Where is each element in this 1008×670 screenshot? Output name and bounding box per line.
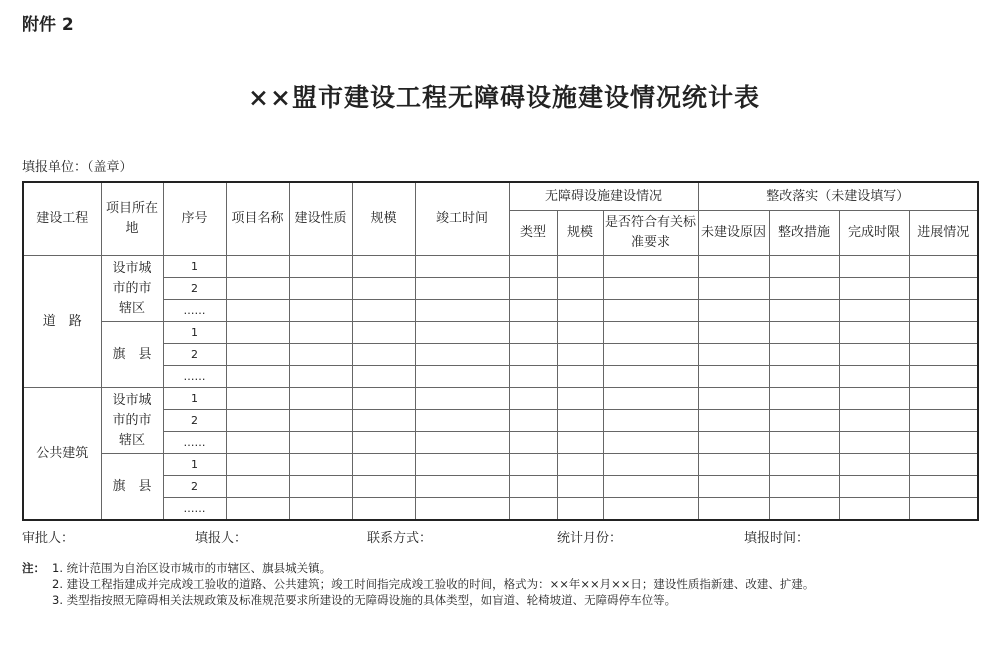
header-facility-scale: 规模: [557, 211, 603, 256]
empty-cell[interactable]: [769, 322, 839, 344]
statistics-table: [22, 181, 979, 521]
month-label: 统计月份：: [557, 531, 623, 546]
empty-cell[interactable]: [509, 366, 557, 388]
empty-cell[interactable]: [839, 256, 909, 278]
table-row: [23, 322, 978, 344]
empty-cell[interactable]: [557, 366, 603, 388]
empty-cell[interactable]: [769, 454, 839, 476]
empty-cell[interactable]: [226, 256, 289, 278]
empty-cell[interactable]: [769, 498, 839, 521]
header-facility-group: 无障碍设施建设情况: [509, 182, 698, 211]
empty-cell[interactable]: [909, 476, 978, 498]
empty-cell[interactable]: [909, 256, 978, 278]
empty-cell[interactable]: [909, 388, 978, 410]
empty-cell[interactable]: [603, 454, 698, 476]
empty-cell[interactable]: [909, 432, 978, 454]
empty-cell[interactable]: [352, 454, 415, 476]
header-measures: 整改措施: [769, 211, 839, 256]
header-seq: 序号: [163, 182, 226, 256]
empty-cell[interactable]: [769, 344, 839, 366]
empty-cell[interactable]: [698, 454, 769, 476]
empty-cell[interactable]: [289, 322, 352, 344]
empty-cell[interactable]: [289, 300, 352, 322]
empty-cell[interactable]: [698, 366, 769, 388]
empty-cell[interactable]: [769, 256, 839, 278]
empty-cell[interactable]: [557, 256, 603, 278]
empty-cell[interactable]: [509, 454, 557, 476]
location-line: 设市城: [112, 260, 152, 276]
empty-cell[interactable]: [289, 432, 352, 454]
empty-cell[interactable]: [289, 256, 352, 278]
empty-cell[interactable]: [289, 410, 352, 432]
empty-cell[interactable]: [557, 476, 603, 498]
empty-cell[interactable]: [509, 256, 557, 278]
table-row: [23, 410, 978, 432]
empty-cell[interactable]: [839, 388, 909, 410]
empty-cell[interactable]: [557, 498, 603, 521]
empty-cell[interactable]: [769, 366, 839, 388]
empty-cell[interactable]: [909, 322, 978, 344]
empty-cell[interactable]: [289, 498, 352, 521]
empty-cell[interactable]: [839, 498, 909, 521]
empty-cell[interactable]: [352, 476, 415, 498]
empty-cell[interactable]: [603, 432, 698, 454]
empty-cell[interactable]: [289, 454, 352, 476]
empty-cell[interactable]: [909, 344, 978, 366]
location-line: 辖区: [118, 432, 145, 448]
empty-cell[interactable]: [698, 498, 769, 521]
table-row: [23, 300, 978, 322]
empty-cell[interactable]: [415, 476, 509, 498]
empty-cell[interactable]: [603, 278, 698, 300]
header-type: 类型: [509, 211, 557, 256]
empty-cell[interactable]: [289, 476, 352, 498]
empty-cell[interactable]: [698, 410, 769, 432]
header-project-type: 建设工程: [23, 182, 101, 256]
note-text: 3. 类型指按照无障碍相关法规政策及标准规范要求所建设的无障碍设施的具体类型，如盲道、轮椅坡道、无障碍停车位等。: [52, 593, 677, 607]
location-line: 旗 县: [112, 346, 152, 362]
seq-cell: 1: [163, 454, 226, 476]
table-row: [23, 476, 978, 498]
empty-cell[interactable]: [839, 454, 909, 476]
empty-cell[interactable]: [415, 300, 509, 322]
location-line: 市的市: [112, 412, 152, 428]
project-type-cell: 公共建筑: [23, 388, 101, 521]
empty-cell[interactable]: [603, 344, 698, 366]
empty-cell[interactable]: [509, 388, 557, 410]
empty-cell[interactable]: [226, 454, 289, 476]
location-line: 设市城: [112, 392, 152, 408]
empty-cell[interactable]: [509, 476, 557, 498]
empty-cell[interactable]: [352, 322, 415, 344]
empty-cell[interactable]: [603, 366, 698, 388]
seq-cell: 2: [163, 278, 226, 300]
empty-cell[interactable]: [909, 366, 978, 388]
empty-cell[interactable]: [509, 322, 557, 344]
empty-cell[interactable]: [509, 278, 557, 300]
empty-cell[interactable]: [352, 278, 415, 300]
table-row: [23, 454, 978, 476]
empty-cell[interactable]: [352, 432, 415, 454]
empty-cell[interactable]: [415, 454, 509, 476]
empty-cell[interactable]: [698, 278, 769, 300]
attachment-label: 附件 2: [22, 15, 74, 35]
empty-cell[interactable]: [509, 498, 557, 521]
note-item: [22, 560, 982, 576]
location-line: 旗 县: [112, 478, 152, 494]
table-row: [23, 366, 978, 388]
table-row: [23, 498, 978, 521]
empty-cell[interactable]: [226, 410, 289, 432]
empty-cell[interactable]: [557, 410, 603, 432]
seq-cell: ……: [163, 300, 226, 322]
header-reason: 未建设原因: [698, 211, 769, 256]
empty-cell[interactable]: [769, 476, 839, 498]
location-cell: [101, 388, 163, 454]
empty-cell[interactable]: [603, 256, 698, 278]
empty-cell[interactable]: [557, 432, 603, 454]
empty-cell[interactable]: [226, 476, 289, 498]
empty-cell[interactable]: [557, 344, 603, 366]
empty-cell[interactable]: [415, 256, 509, 278]
empty-cell[interactable]: [698, 344, 769, 366]
empty-cell[interactable]: [557, 322, 603, 344]
empty-cell[interactable]: [769, 300, 839, 322]
empty-cell[interactable]: [698, 388, 769, 410]
empty-cell[interactable]: [352, 388, 415, 410]
empty-cell[interactable]: [415, 498, 509, 521]
empty-cell[interactable]: [226, 366, 289, 388]
empty-cell[interactable]: [509, 410, 557, 432]
empty-cell[interactable]: [909, 498, 978, 521]
seq-cell: 1: [163, 388, 226, 410]
header-progress: 进展情况: [909, 211, 978, 256]
header-scale: 规模: [352, 182, 415, 256]
empty-cell[interactable]: [415, 344, 509, 366]
header-completion: 竣工时间: [415, 182, 509, 256]
empty-cell[interactable]: [289, 344, 352, 366]
empty-cell[interactable]: [603, 322, 698, 344]
note-text: 2. 建设工程指建成并完成竣工验收的道路、公共建筑；竣工时间指完成竣工验收的时间，格式为：××年××月××日；建设性质指新建、改建、扩建。: [52, 577, 815, 591]
seq-cell: 2: [163, 344, 226, 366]
header-location: 项目所在地: [101, 182, 163, 256]
empty-cell[interactable]: [698, 256, 769, 278]
empty-cell[interactable]: [603, 300, 698, 322]
empty-cell[interactable]: [289, 278, 352, 300]
empty-cell[interactable]: [698, 476, 769, 498]
table-row: [23, 432, 978, 454]
empty-cell[interactable]: [226, 300, 289, 322]
location-cell: [101, 322, 163, 388]
notes: [22, 560, 982, 608]
empty-cell[interactable]: [603, 388, 698, 410]
empty-cell[interactable]: [839, 366, 909, 388]
header-name: 项目名称: [226, 182, 289, 256]
seq-cell: 1: [163, 256, 226, 278]
empty-cell[interactable]: [909, 410, 978, 432]
empty-cell[interactable]: [415, 366, 509, 388]
notes-label: 注：: [22, 561, 45, 575]
empty-cell[interactable]: [603, 410, 698, 432]
page-title: ××盟市建设工程无障碍设施建设情况统计表: [248, 83, 760, 112]
empty-cell[interactable]: [415, 278, 509, 300]
empty-cell[interactable]: [769, 410, 839, 432]
empty-cell[interactable]: [909, 278, 978, 300]
location-line: 市的市: [112, 280, 152, 296]
empty-cell[interactable]: [352, 410, 415, 432]
seq-cell: 1: [163, 322, 226, 344]
empty-cell[interactable]: [603, 498, 698, 521]
empty-cell[interactable]: [839, 432, 909, 454]
fill-time-label: 填报时间：: [744, 531, 810, 546]
empty-cell[interactable]: [509, 300, 557, 322]
empty-cell[interactable]: [557, 388, 603, 410]
seq-cell: 2: [163, 476, 226, 498]
location-cell: [101, 454, 163, 521]
empty-cell[interactable]: [509, 344, 557, 366]
empty-cell[interactable]: [352, 366, 415, 388]
project-type-cell: 道 路: [23, 256, 101, 388]
empty-cell[interactable]: [226, 432, 289, 454]
table-row: [23, 344, 978, 366]
seq-cell: ……: [163, 432, 226, 454]
empty-cell[interactable]: [698, 322, 769, 344]
empty-cell[interactable]: [352, 256, 415, 278]
empty-cell[interactable]: [839, 300, 909, 322]
empty-cell[interactable]: [909, 454, 978, 476]
location-line: 辖区: [118, 300, 145, 316]
empty-cell[interactable]: [557, 300, 603, 322]
empty-cell[interactable]: [352, 498, 415, 521]
empty-cell[interactable]: [226, 322, 289, 344]
header-deadline: 完成时限: [839, 211, 909, 256]
empty-cell[interactable]: [415, 410, 509, 432]
empty-cell[interactable]: [226, 388, 289, 410]
empty-cell[interactable]: [603, 476, 698, 498]
seq-cell: ……: [163, 498, 226, 521]
note-item: [22, 592, 982, 608]
approver-label: 审批人：: [22, 531, 75, 546]
empty-cell[interactable]: [839, 322, 909, 344]
empty-cell[interactable]: [557, 278, 603, 300]
empty-cell[interactable]: [352, 344, 415, 366]
empty-cell[interactable]: [839, 344, 909, 366]
empty-cell[interactable]: [415, 322, 509, 344]
empty-cell[interactable]: [226, 278, 289, 300]
table-row: [23, 278, 978, 300]
empty-cell[interactable]: [839, 410, 909, 432]
table-row: [23, 388, 978, 410]
header-compliant: 是否符合有关标准要求: [603, 211, 698, 256]
empty-cell[interactable]: [769, 432, 839, 454]
header-nature: 建设性质: [289, 182, 352, 256]
note-item: [22, 576, 982, 592]
table-row: [23, 256, 978, 278]
empty-cell[interactable]: [698, 300, 769, 322]
seq-cell: 2: [163, 410, 226, 432]
empty-cell[interactable]: [226, 498, 289, 521]
empty-cell[interactable]: [839, 278, 909, 300]
empty-cell[interactable]: [557, 454, 603, 476]
empty-cell[interactable]: [289, 388, 352, 410]
empty-cell[interactable]: [839, 476, 909, 498]
empty-cell[interactable]: [352, 300, 415, 322]
empty-cell[interactable]: [769, 278, 839, 300]
empty-cell[interactable]: [698, 432, 769, 454]
reporting-unit-label: 填报单位：（盖章）: [22, 160, 133, 175]
empty-cell[interactable]: [226, 344, 289, 366]
header-rectify-group: 整改落实（未建设填写）: [698, 182, 978, 211]
empty-cell[interactable]: [909, 300, 978, 322]
empty-cell[interactable]: [289, 366, 352, 388]
empty-cell[interactable]: [769, 388, 839, 410]
empty-cell[interactable]: [509, 432, 557, 454]
seq-cell: ……: [163, 366, 226, 388]
note-text: 1. 统计范围为自治区设市城市的市辖区、旗县城关镇。: [52, 561, 332, 575]
empty-cell[interactable]: [415, 388, 509, 410]
contact-label: 联系方式：: [367, 531, 433, 546]
location-cell: [101, 256, 163, 322]
empty-cell[interactable]: [415, 432, 509, 454]
filler-label: 填报人：: [195, 531, 248, 546]
